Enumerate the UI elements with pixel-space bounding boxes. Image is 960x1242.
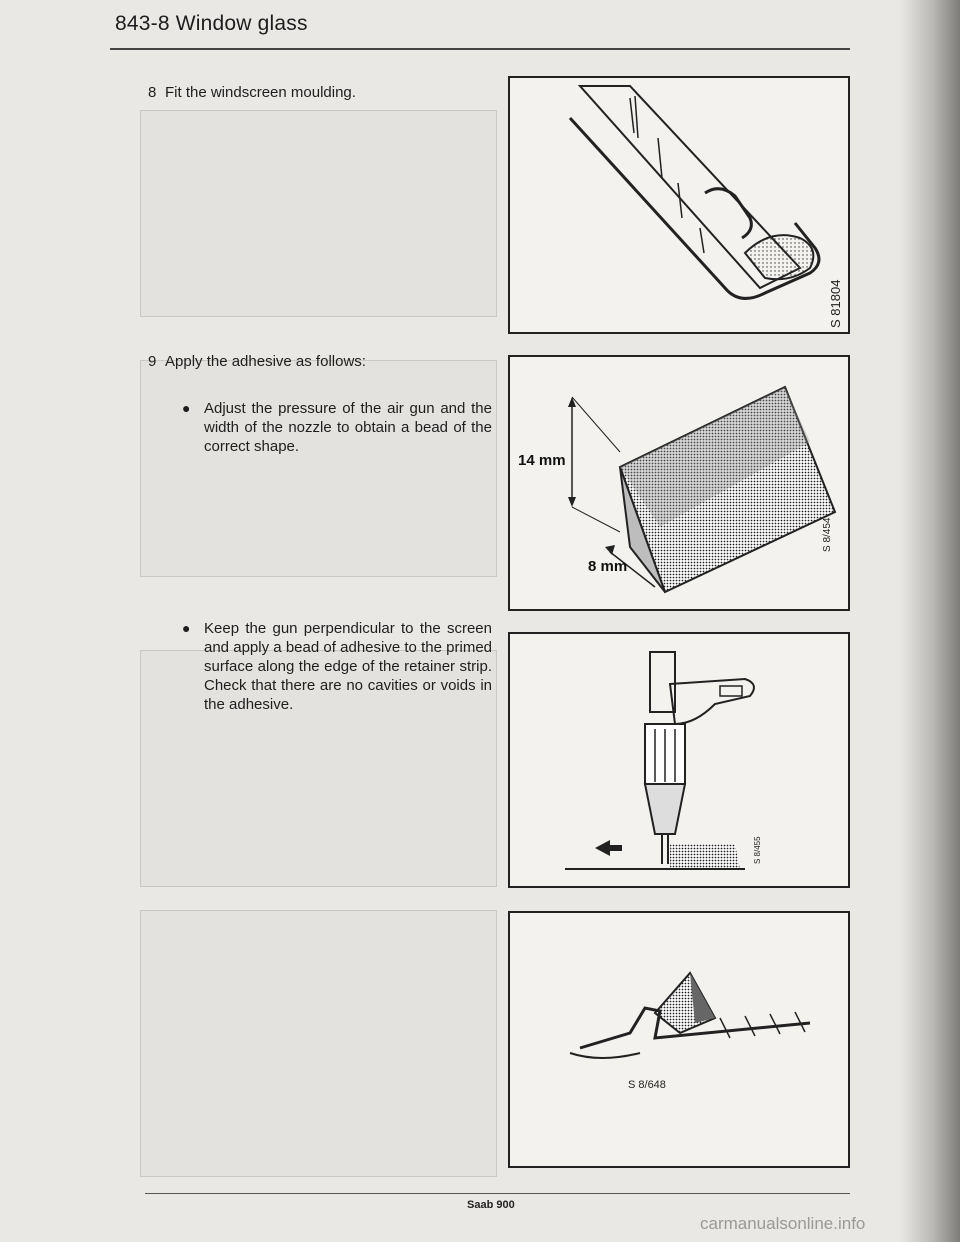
bullet-icon: ● (182, 620, 191, 636)
step-number: 9 (148, 353, 157, 370)
bead-on-strip-drawing (510, 913, 848, 1166)
bleed-through-figure-1 (140, 110, 497, 317)
watermark: carmanualsonline.info (700, 1214, 866, 1233)
figure-code: S 8/454 (822, 517, 833, 552)
footer-rule (145, 1193, 850, 1194)
page-title: 843-8 Window glass (115, 12, 308, 35)
figure-moulding (508, 76, 850, 334)
bullet-text: Adjust the pressure of the air gun and the width of the nozzle to obtain a bead of the correct shape. (204, 400, 492, 455)
figure-code: S 8/455 (753, 836, 762, 864)
step-text: Fit the windscreen moulding. (165, 84, 356, 101)
step-number: 8 (148, 84, 157, 101)
page-edge-shadow (900, 0, 960, 1242)
moulding-drawing (510, 78, 848, 332)
figure-code: S 8/648 (628, 1079, 666, 1091)
dim-width-label: 8 mm (588, 558, 628, 575)
footer-model: Saab 900 (467, 1199, 515, 1211)
step-text: Apply the adhesive as follows: (165, 353, 366, 370)
figure-adhesive-gun (508, 632, 850, 888)
bleed-through-figure-4 (140, 910, 497, 1177)
figure-bead-profile (508, 355, 850, 611)
bullet-icon: ● (182, 400, 191, 416)
bleed-through-figure-2 (140, 360, 497, 577)
dim-height-label: 14 mm (518, 452, 566, 469)
bead-profile-drawing (510, 357, 848, 609)
header-rule (110, 48, 850, 50)
adhesive-gun-drawing (510, 634, 848, 886)
bullet-text: Keep the gun perpendicular to the screen and apply a bead of adhesive to the primed surface along the edge of the retainer strip. Check that there are no cavities or voids in the adhesive. (204, 620, 492, 713)
figure-bead-on-strip (508, 911, 850, 1168)
figure-code: S 81804 (828, 279, 843, 328)
